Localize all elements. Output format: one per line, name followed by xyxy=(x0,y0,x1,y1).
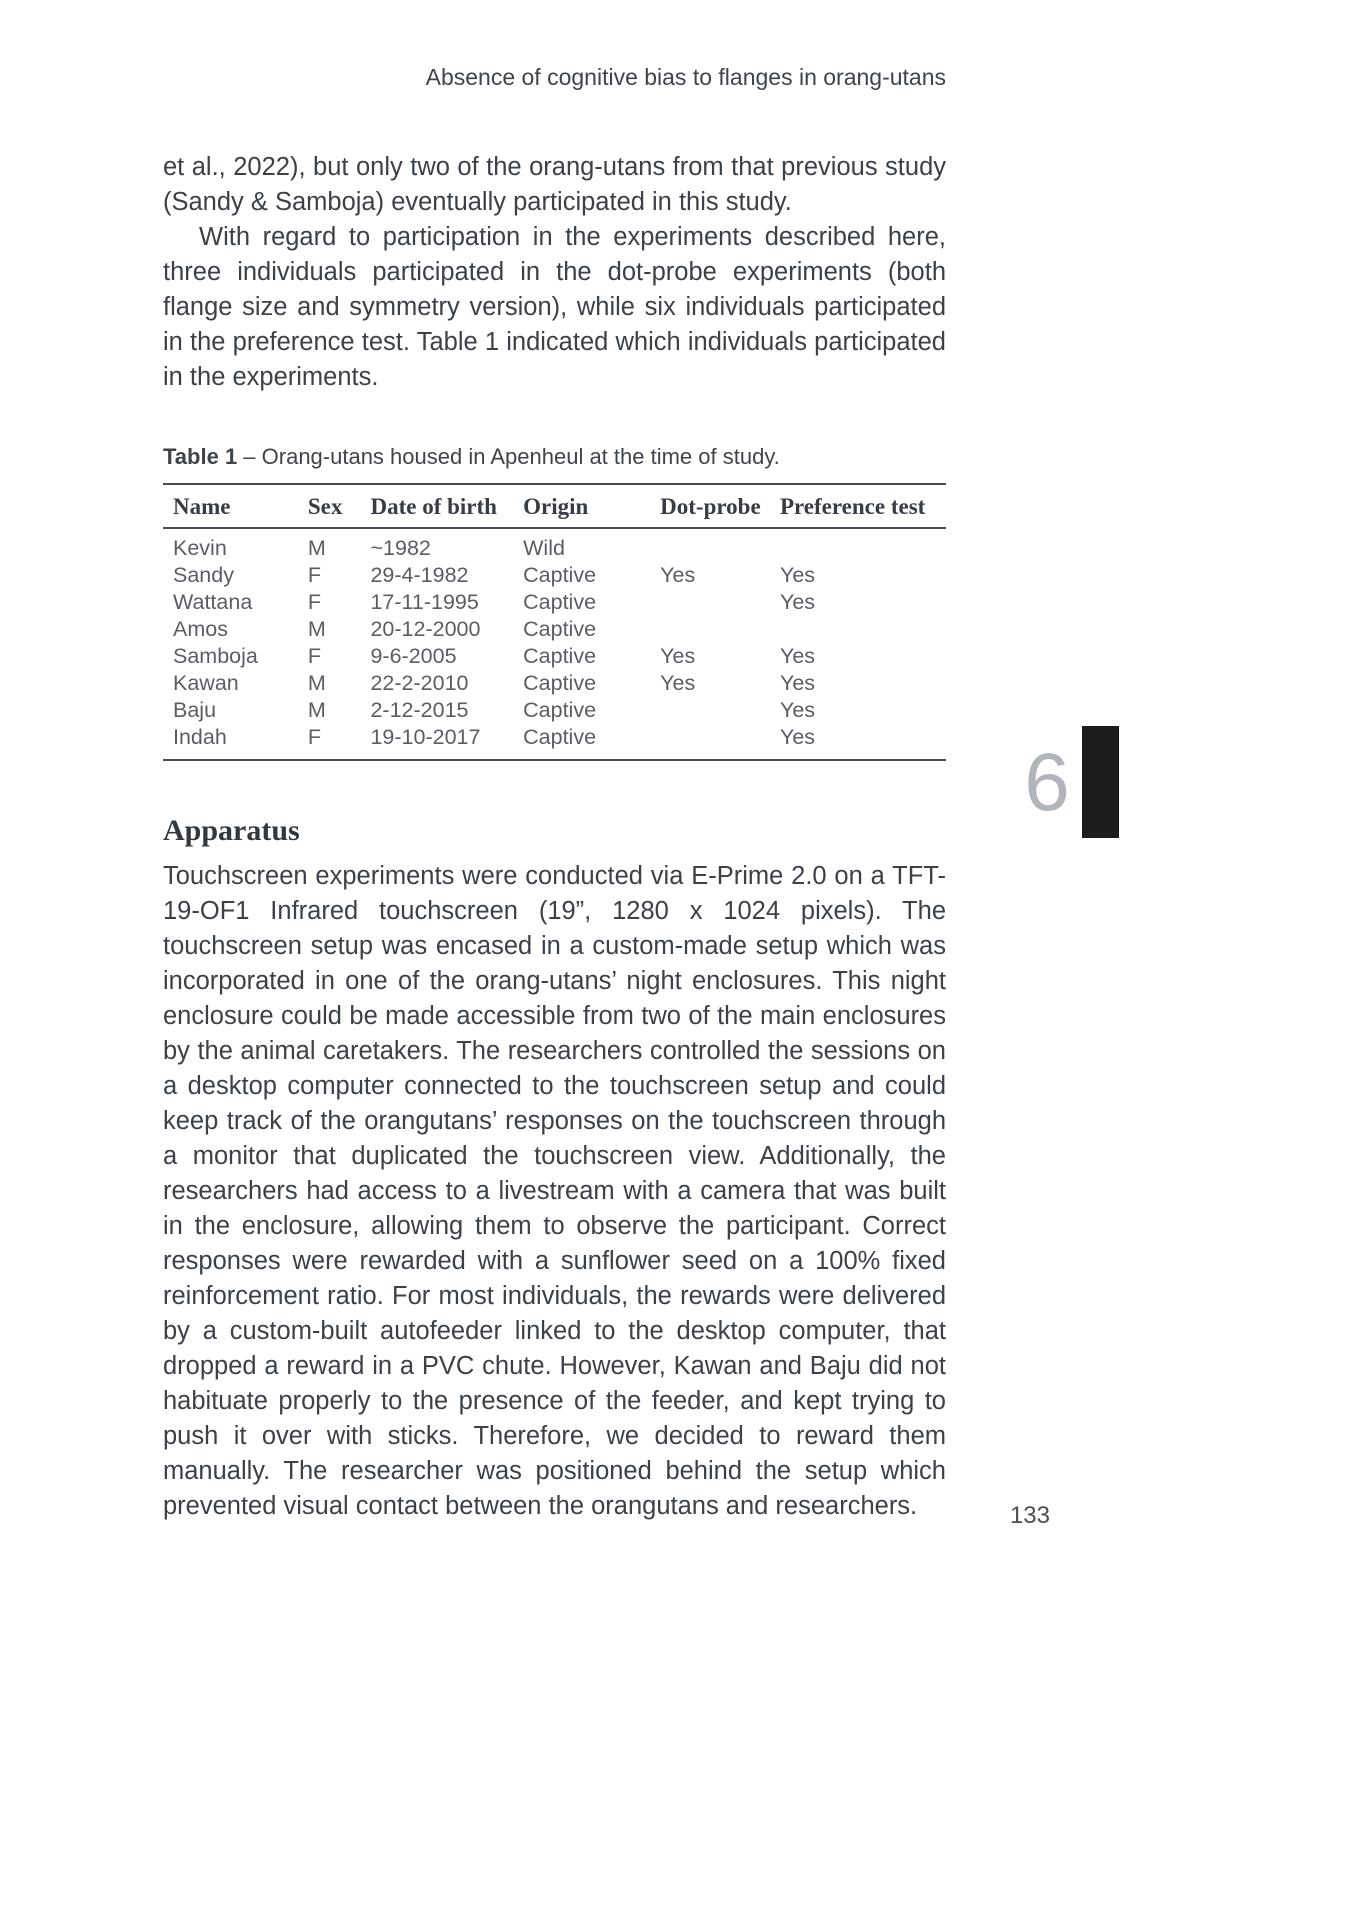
table-row xyxy=(163,589,946,616)
cell-dotprobe xyxy=(660,589,780,616)
cell-sex: F xyxy=(307,563,321,587)
cell-dotprobe: Yes xyxy=(660,671,696,695)
cell-dotprobe xyxy=(660,697,780,724)
chapter-tab-marker xyxy=(1082,726,1119,838)
cell-preference: Yes xyxy=(779,563,816,587)
cell-name: Sandy xyxy=(173,563,234,587)
cell-sex: M xyxy=(307,617,326,641)
page-number: 133 xyxy=(1009,1502,1050,1529)
cell-dob: 20-12-2000 xyxy=(370,617,481,641)
running-head: Absence of cognitive bias to flanges in orang-utans xyxy=(425,64,946,90)
col-header-sex: Sex xyxy=(308,484,371,528)
cell-name: Samboja xyxy=(173,644,258,668)
cell-dotprobe xyxy=(660,528,780,562)
cell-dob: 22-2-2010 xyxy=(370,671,469,695)
table-row xyxy=(163,724,946,760)
cell-name: Kevin xyxy=(173,536,227,560)
cell-name: Wattana xyxy=(173,590,253,614)
col-header-dob: Date of birth xyxy=(370,484,523,528)
cell-dob: 19-10-2017 xyxy=(370,725,481,749)
cell-dotprobe: Yes xyxy=(660,563,696,587)
cell-origin: Captive xyxy=(523,590,597,614)
col-header-origin: Origin xyxy=(523,484,660,528)
intro-paragraph-2: With regard to participation in the experiments described here, three individuals participated in the dot-probe experiments (both flange size and symmetry version), while six individuals participated in the preference test. Table 1 indicated which individuals participated in the experiments. xyxy=(163,223,946,391)
chapter-number: 6 xyxy=(1024,737,1070,828)
cell-preference: Yes xyxy=(779,725,816,749)
cell-sex: F xyxy=(307,725,321,749)
cell-name: Baju xyxy=(173,698,217,722)
apparatus-paragraph: Touchscreen experiments were conducted via E-Prime 2.0 on a TFT-19-OF1 Infrared touchscreen (19”, 1280 x 1024 pixels). The touchscreen setup was encased in a custom-made setup which was incorporated in one of the orang-utans’ night enclosures. This night enclosure could be made accessible from two of the main enclosures by the animal caretakers. The researchers controlled the sessions on a desktop computer connected to the touchscreen setup and could keep track of the orangutans’ responses on the touchscreen through a monitor that duplicated the touchscreen view. Additionally, the researchers had access to a livestream with a camera that was built in the enclosure, allowing them to observe the participant. Correct responses were rewarded with a sunflower seed on a 100% fixed reinforcement ratio. For most individuals, the rewards were delivered by a custom-built autofeeder linked to the desktop computer, that dropped a reward in a PVC chute. However, Kawan and Baju did not habituate properly to the presence of the feeder, and kept trying to push it over with sticks. Therefore, we decided to reward them manually. The researcher was positioned behind the setup which prevented visual contact between the orangutans and researchers. xyxy=(163,862,946,1520)
cell-preference: Yes xyxy=(779,590,816,614)
cell-sex: M xyxy=(307,536,326,560)
cell-name: Kawan xyxy=(173,671,239,695)
cell-preference xyxy=(780,616,946,643)
table-row xyxy=(163,643,946,670)
cell-sex: F xyxy=(307,644,321,668)
cell-dotprobe: Yes xyxy=(660,644,696,668)
content-column xyxy=(163,0,946,1524)
cell-origin: Captive xyxy=(523,698,597,722)
cell-dotprobe xyxy=(660,724,780,760)
cell-sex: M xyxy=(307,698,326,722)
cell-preference xyxy=(780,528,946,562)
table-caption xyxy=(163,443,946,471)
col-header-preference: Preference test xyxy=(780,484,946,528)
cell-dotprobe xyxy=(660,616,780,643)
table-row xyxy=(163,670,946,697)
table-header-row xyxy=(163,484,946,528)
section-heading-apparatus: Apparatus xyxy=(163,814,300,847)
col-header-dotprobe: Dot-probe xyxy=(660,484,780,528)
cell-dob: 2-12-2015 xyxy=(370,698,469,722)
cell-dob: 9-6-2005 xyxy=(370,644,457,668)
table-row xyxy=(163,562,946,589)
cell-dob: 29-4-1982 xyxy=(370,563,469,587)
table-caption-label: Table 1 xyxy=(163,444,238,469)
cell-name: Indah xyxy=(173,725,227,749)
cell-preference: Yes xyxy=(779,671,816,695)
cell-dob: 17-11-1995 xyxy=(370,590,479,614)
table-row xyxy=(163,697,946,724)
cell-sex: M xyxy=(307,671,326,695)
cell-sex: F xyxy=(307,590,321,614)
cell-preference: Yes xyxy=(779,644,816,668)
cell-preference: Yes xyxy=(779,698,816,722)
cell-name: Amos xyxy=(173,617,228,641)
cell-origin: Captive xyxy=(523,671,597,695)
cell-origin: Captive xyxy=(523,644,597,668)
cell-origin: Captive xyxy=(523,563,597,587)
table-row xyxy=(163,528,946,562)
cell-origin: Captive xyxy=(523,617,597,641)
intro-paragraph-1: et al., 2022), but only two of the orang-utans from that previous study (Sandy & Samboja) eventually participated in this study. xyxy=(163,153,946,216)
cell-origin: Wild xyxy=(523,536,565,560)
cell-dob: ~1982 xyxy=(370,536,431,560)
table-1-block xyxy=(163,443,946,761)
table-row xyxy=(163,616,946,643)
cell-origin: Captive xyxy=(523,725,597,749)
orangutan-table xyxy=(163,483,946,761)
col-header-name: Name xyxy=(163,484,308,528)
table-body xyxy=(163,528,946,760)
table-caption-text: – Orang-utans housed in Apenheul at the time of study. xyxy=(237,444,780,469)
